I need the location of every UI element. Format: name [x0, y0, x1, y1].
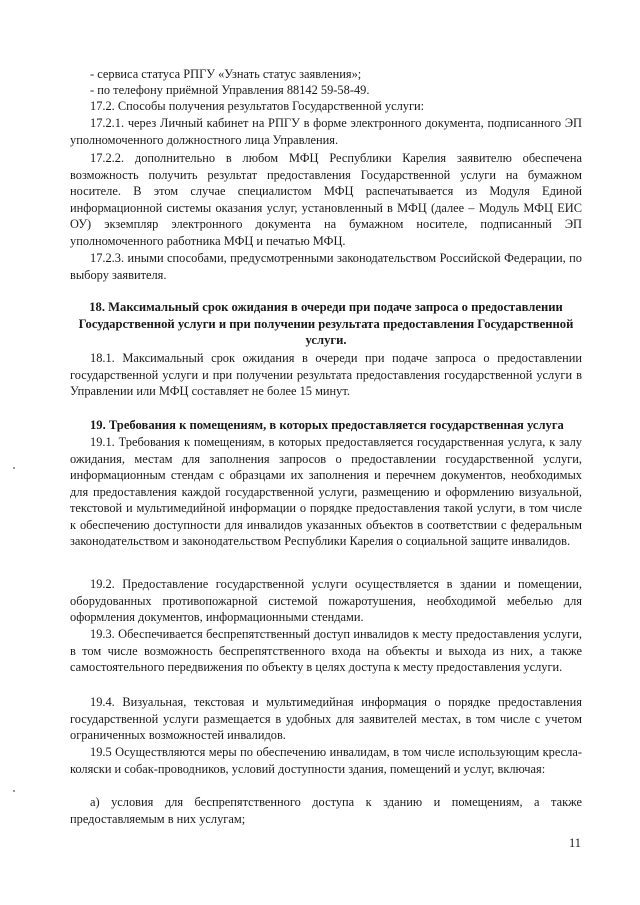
scan-speck [13, 467, 15, 469]
paragraph-17-2-1: 17.2.1. через Личный кабинет на РПГУ в форме электронного документа, подписанного ЭП уполномоченного должностного лица Управления. [70, 116, 582, 147]
paragraph-19-4: 19.4. Визуальная, текстовая и мультимедийная информация о порядке предоставления государственной услуги размещается в удобных для заявителей местах, в том числе с учетом ограниченных возможностей инвалидов. [70, 695, 582, 742]
paragraph-17-2-2: 17.2.2. дополнительно в любом МФЦ Республики Карелия заявителю обеспечена возможность получить результат предоставления Государственной услуги на бумажном носителе. В этом случае специалистом МФЦ распечатывается из Модуля Единой информационной системы оказания услуг, установленный в МФЦ (далее – Модуль МФЦ ЕИС ОУ) экземпляр электронного документа на бумажном носителе, подписанный ЭП уполномоченного работника МФЦ и печатью МФЦ. [70, 151, 582, 248]
paragraph-17-2: 17.2. Способы получения результатов Государственной услуги: [90, 99, 425, 113]
paragraph-status-service: - сервиса статуса РПГУ «Узнать статус заявления»; [90, 67, 362, 81]
paragraph-17-2-3: 17.2.3. иными способами, предусмотренными законодательством Российской Федерации, по выбору заявителя. [70, 251, 582, 282]
scan-speck [13, 790, 15, 792]
paragraph-phone: - по телефону приёмной Управления 88142 59-58-49. [90, 83, 370, 97]
page-number: 11 [569, 836, 581, 850]
paragraph-19-3: 19.3. Обеспечивается беспрепятственный доступ инвалидов к месту предоставления услуги, в том числе возможность беспрепятственного входа на объекты и выхода из них, а также самостоятельного передвижения по объекту в целях доступа к месту предоставления услуги. [70, 627, 582, 674]
paragraph-19-5-a: а) условия для беспрепятственного доступа к зданию и помещениям, а также предоставляемым в них услугам; [70, 795, 582, 826]
paragraph-19-5: 19.5 Осуществляются меры по обеспечению инвалидам, в том числе использующим кресла-коляски и собак-проводников, условий доступности здания, помещений и услуг, включая: [70, 745, 582, 776]
paragraph-18-1: 18.1. Максимальный срок ожидания в очереди при подаче запроса о предоставлении государственной услуги и при получении результата предоставления государственной услуги в Управлении или МФЦ составляет не более 15 минут. [70, 351, 582, 398]
paragraph-19-2: 19.2. Предоставление государственной услуги осуществляется в здании и помещении, оборудованных противопожарной системой пожаротушения, необходимой мебелью для оформления документов, информационными стендами. [70, 577, 582, 624]
paragraph-19-1: 19.1. Требования к помещениям, в которых предоставляется государственная услуга, к залу ожидания, местам для заполнения запросов о предоставлении государственной услуги, информационным стендам с образцами их заполнения и перечнем документов, необходимых для предоставления каждой государственной услуги, размещению и оформлению визуальной, текстовой и мультимедийной информации о порядке предоставления такой услуги, в том числе к обеспечению доступности для инвалидов указанных объектов в соответствии с федеральным законодательством и законодательством Республики Карелия о социальной защите инвалидов. [70, 435, 582, 548]
section-18-heading: 18. Максимальный срок ожидания в очереди при подаче запроса о предоставлении Государственной услуги и при получении результата предоставления Государственной услуги. [78, 300, 574, 347]
section-19-heading: 19. Требования к помещениям, в которых предоставляется государственная услуга [90, 418, 564, 432]
